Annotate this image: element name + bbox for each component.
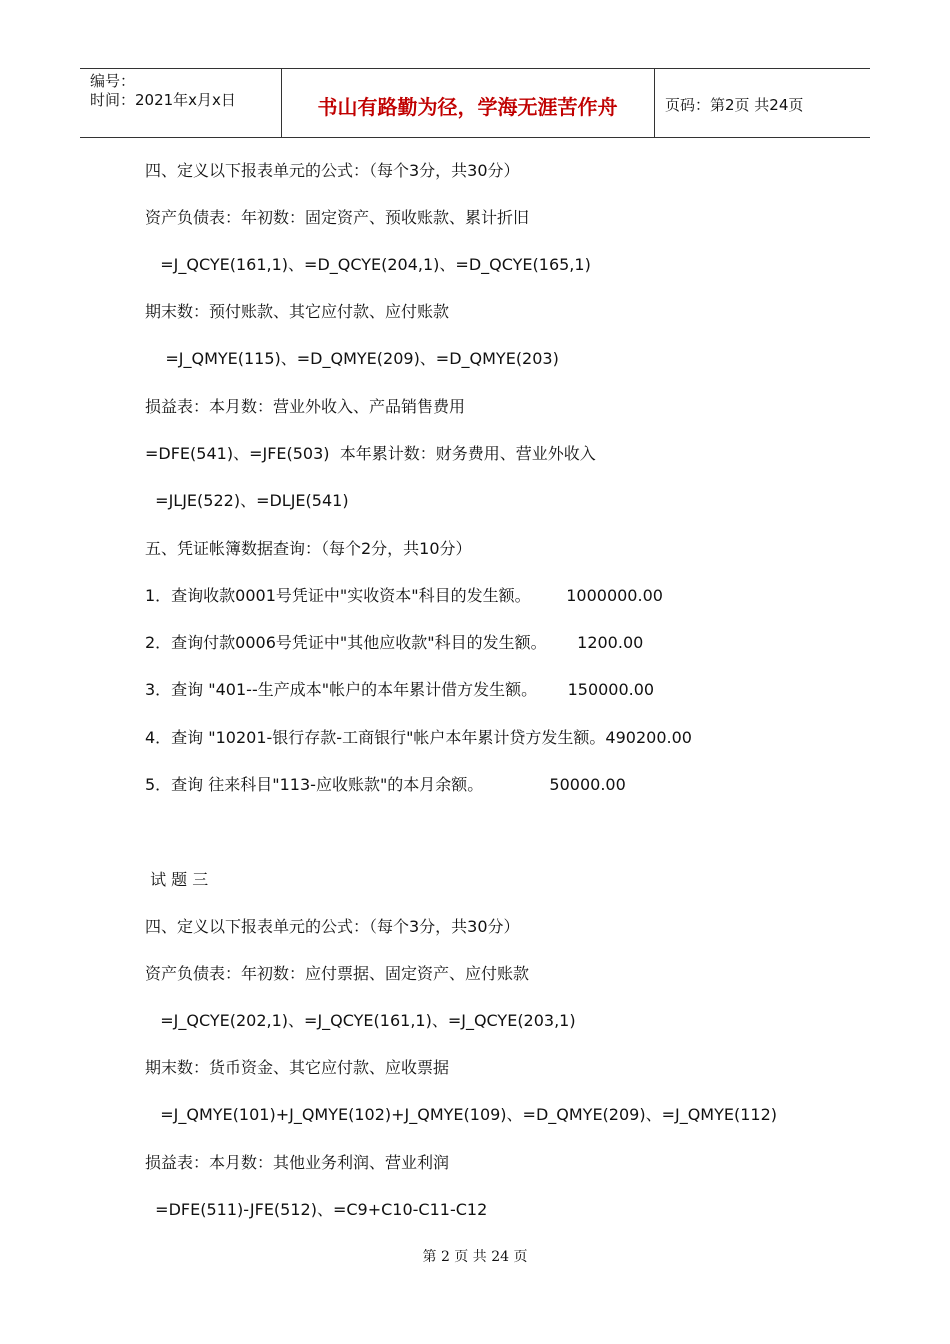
text-line: 资产负债表：年初数：应付票据、固定资产、应付账款: [145, 964, 530, 983]
section-heading: 四、定义以下报表单元的公式：（每个3分，共30分）: [145, 917, 520, 936]
text-line: 资产负债表：年初数：固定资产、预收账款、累计折旧: [145, 208, 530, 227]
query-item: 5．查询 往来科目"113-应收账款"的本月余额。 50000.00: [145, 775, 626, 794]
text-line: 损益表：本月数：其他业务利润、营业利润: [145, 1153, 450, 1172]
query-item: 4．查询 "10201-银行存款-工商银行"帐户本年累计贷方发生额。490200.00: [145, 728, 692, 747]
text-line: 期末数：货币资金、其它应付款、应收票据: [145, 1058, 450, 1077]
header-motto: 书山有路勤为径，学海无涯苦作舟: [317, 95, 618, 119]
text-line: =DFE(511)-JFE(512)、=C9+C10-C11-C12: [145, 1200, 488, 1219]
query-item: 3．查询 "401--生产成本"帐户的本年累计借方发生额。 150000.00: [145, 680, 655, 699]
text-line: 四、定义以下报表单元的公式：（每个3分，共30分）: [145, 161, 520, 180]
page-footer: 第 2 页 共 24 页: [422, 1249, 528, 1265]
exam-title: 试 题 三: [145, 870, 209, 889]
query-item: 1．查询收款0001号凭证中"实收资本"科目的发生额。 1000000.00: [145, 586, 663, 605]
document-time-label: 时间：2021年x月x日: [90, 91, 236, 109]
header-page-info: 页码：第2页 共24页: [665, 96, 804, 114]
document-number-label: 编号：: [90, 72, 136, 90]
text-line: =J_QMYE(101)+J_QMYE(102)+J_QMYE(109)、=D_QMYE(209)、=J_QMYE(112): [145, 1105, 778, 1124]
section-heading: 五、凭证帐簿数据查询：（每个2分，共10分）: [145, 539, 472, 558]
text-line: =J_QCYE(202,1)、=J_QCYE(161,1)、=J_QCYE(203,1): [145, 1011, 576, 1030]
text-line: =J_QMYE(115)、=D_QMYE(209)、=D_QMYE(203): [145, 349, 559, 368]
text-line: =DFE(541)、=JFE(503) 本年累计数：财务费用、营业外收入: [145, 444, 596, 463]
header-middle-cell: [281, 69, 655, 137]
text-line: =J_QCYE(161,1)、=D_QCYE(204,1)、=D_QCYE(165,1): [145, 255, 591, 274]
page-header: [80, 68, 870, 138]
header-left-cell: [80, 69, 282, 137]
text-line: 期末数：预付账款、其它应付款、应付账款: [145, 302, 450, 321]
text-line: =JLJE(522)、=DLJE(541): [145, 491, 349, 510]
query-item: 2．查询付款0006号凭证中"其他应收款"科目的发生额。 1200.00: [145, 633, 644, 652]
header-right-cell: [655, 69, 870, 137]
text-line: 损益表：本月数：营业外收入、产品销售费用: [145, 397, 466, 416]
